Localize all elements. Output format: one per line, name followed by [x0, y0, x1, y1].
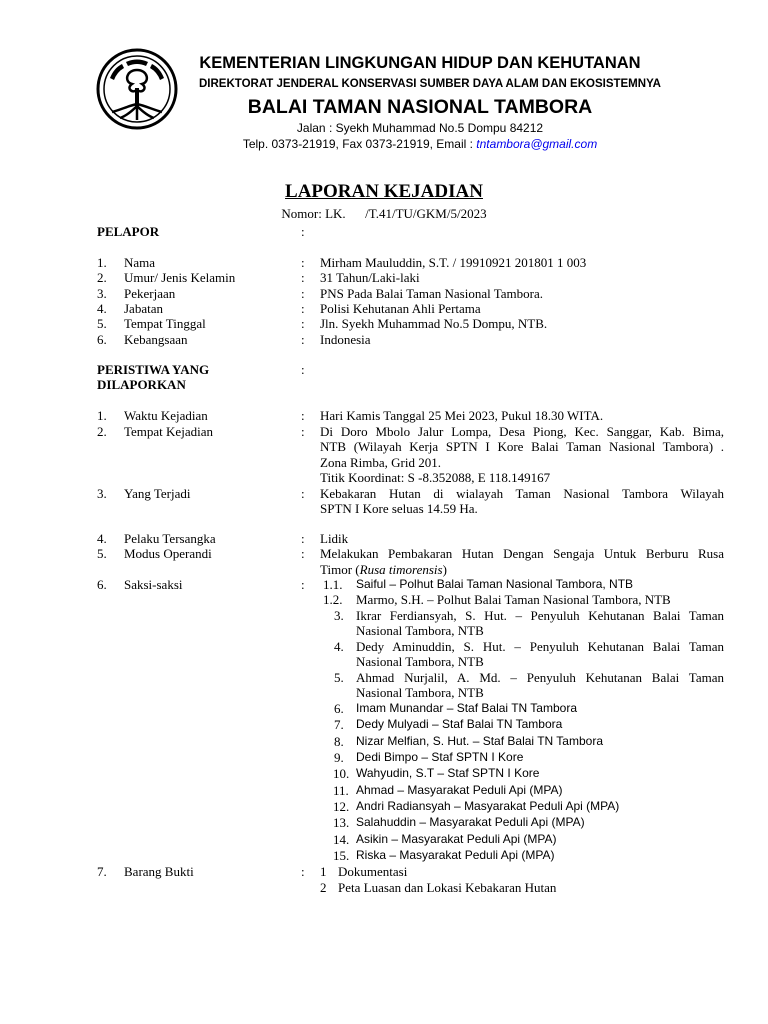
witness-number: 10.: [333, 766, 350, 781]
witness-name: Nasional Tambora, NTB: [356, 685, 484, 700]
email-link[interactable]: tntambora@gmail.com: [476, 137, 598, 151]
row-value: Mirham Mauluddin, S.T. / 19910921 201801 1 003: [320, 255, 587, 270]
peristiwa-heading: PERISTIWA YANG: [97, 362, 210, 377]
row-colon: :: [301, 270, 305, 285]
row-number: 1.: [97, 408, 107, 423]
witness-name: Dedi Bimpo – Staf SPTN I Kore: [356, 750, 524, 764]
witness-number: 1.2.: [323, 592, 343, 607]
witness-name: Nasional Tambora, NTB: [356, 654, 484, 669]
witness-number: 13.: [333, 815, 350, 830]
row-label: Umur/ Jenis Kelamin: [124, 270, 236, 285]
row-label: Tempat Tinggal: [124, 316, 206, 331]
row-value: 31 Tahun/Laki-laki: [320, 270, 420, 285]
witness-name: Ahmad Nurjalil, A. Md. – Penyuluh Kehutanan Balai Taman: [356, 670, 724, 685]
row-number: 2.: [97, 424, 107, 439]
row-colon: :: [301, 332, 305, 347]
saksi-label: Saksi-saksi: [124, 577, 183, 592]
witness-name: Asikin – Masyarakat Peduli Api (MPA): [356, 832, 557, 846]
row-colon: :: [301, 486, 305, 501]
row-colon: :: [301, 531, 305, 546]
row-number: 1.: [97, 255, 107, 270]
witness-name: Ahmad – Masyarakat Peduli Api (MPA): [356, 783, 563, 797]
evidence-number: 1: [320, 864, 327, 879]
witness-name: Nizar Melfian, S. Hut. – Staf Balai TN Tambora: [356, 734, 603, 748]
witness-number: 6.: [334, 701, 344, 716]
office-address: Jalan : Syekh Muhammad No.5 Dompu 84212: [296, 121, 544, 135]
peristiwa-heading-line2: DILAPORKAN: [97, 377, 186, 392]
row-number: 3.: [97, 486, 107, 501]
tempat-line: NTB (Wilayah Kerja SPTN I Kore Balai Taman Nasional Tambora) .: [320, 439, 724, 454]
row-value: Jln. Syekh Muhammad No.5 Dompu, NTB.: [320, 316, 548, 331]
pelapor-heading: PELAPOR: [97, 224, 160, 239]
row-label: Jabatan: [124, 301, 163, 316]
witness-number: 7.: [334, 717, 344, 732]
row-colon: :: [301, 316, 305, 331]
witness-name: Dedy Mulyadi – Staf Balai TN Tambora: [356, 717, 563, 731]
terjadi-line: SPTN I Kore seluas 14.59 Ha.: [320, 501, 478, 516]
office-contact: [100, 137, 740, 151]
witness-number: 3.: [334, 608, 344, 623]
document-number: Nomor: LK. /T.41/TU/GKM/5/2023: [281, 206, 487, 221]
row-colon: :: [301, 424, 305, 439]
row-value: Polisi Kehutanan Ahli Pertama: [320, 301, 481, 316]
ministry-name: KEMENTERIAN LINGKUNGAN HIDUP DAN KEHUTANAN: [199, 54, 641, 72]
row-value: PNS Pada Balai Taman Nasional Tambora.: [320, 286, 543, 301]
witness-name: Ikrar Ferdiansyah, S. Hut. – Penyuluh Kehutanan Balai Taman: [356, 608, 724, 623]
tempat-line: Zona Rimba, Grid 201.: [320, 455, 441, 470]
species-name: Rusa timorensis: [359, 562, 443, 577]
row-colon: :: [301, 301, 305, 316]
witness-name: Imam Munandar – Staf Balai TN Tambora: [356, 701, 577, 715]
pelapor-colon: :: [301, 224, 305, 239]
row-value: Indonesia: [320, 332, 371, 347]
witness-number: 15.: [333, 848, 350, 863]
witness-number: 8.: [334, 734, 344, 749]
row-label: Nama: [124, 255, 156, 270]
modus-label: Modus Operandi: [124, 546, 212, 561]
row-colon: :: [301, 286, 305, 301]
witness-number: 11.: [333, 783, 349, 798]
terjadi-line: Kebakaran Hutan di wialayah Taman Nasional Tambora Wilayah: [320, 486, 724, 501]
row-colon: :: [301, 546, 305, 561]
tempat-coordinates: Titik Koordinat: S -8.352088, E 118.149167: [320, 470, 551, 485]
row-colon: :: [301, 577, 305, 592]
evidence-item: Dokumentasi: [338, 864, 408, 879]
modus-text: ): [442, 562, 447, 577]
directorate-name: DIREKTORAT JENDERAL KONSERVASI SUMBER DAYA ALAM DAN EKOSISTEMNYA: [199, 78, 661, 90]
modus-line: Melakukan Pembakaran Hutan Dengan Sengaja Untuk Berburu Rusa: [320, 546, 724, 561]
witness-number: 9.: [334, 750, 344, 765]
row-number: 2.: [97, 270, 107, 285]
contact-text: Telp. 0373-21919, Fax 0373-21919, Email :: [242, 137, 477, 151]
witness-name: Nasional Tambora, NTB: [356, 623, 484, 638]
row-number: 4.: [97, 531, 107, 546]
barang-label: Barang Bukti: [124, 864, 194, 879]
witness-name: Riska – Masyarakat Peduli Api (MPA): [356, 848, 555, 862]
row-number: 7.: [97, 864, 107, 879]
tempat-label: Tempat Kejadian: [124, 424, 213, 439]
modus-line: [320, 562, 447, 577]
row-number: 5.: [97, 546, 107, 561]
row-colon: :: [301, 255, 305, 270]
modus-text: Timor (: [320, 562, 360, 577]
witness-name: Wahyudin, S.T – Staf SPTN I Kore: [356, 766, 540, 780]
tempat-line: Di Doro Mbolo Jalur Lompa, Desa Piong, Kec. Sanggar, Kab. Bima,: [320, 424, 724, 439]
evidence-number: 2: [320, 880, 327, 895]
pelaku-label: Pelaku Tersangka: [124, 531, 216, 546]
row-number: 5.: [97, 316, 107, 331]
evidence-item: Peta Luasan dan Lokasi Kebakaran Hutan: [338, 880, 557, 895]
row-number: 3.: [97, 286, 107, 301]
witness-number: 14.: [333, 832, 350, 847]
row-number: 6.: [97, 332, 107, 347]
office-name: BALAI TAMAN NASIONAL TAMBORA: [247, 96, 593, 118]
pelaku-value: Lidik: [320, 531, 349, 546]
waktu-label: Waktu Kejadian: [124, 408, 208, 423]
row-colon: :: [301, 408, 305, 423]
waktu-value: Hari Kamis Tanggal 25 Mei 2023, Pukul 18.30 WITA.: [320, 408, 604, 423]
row-label: Kebangsaan: [124, 332, 188, 347]
document-title: LAPORAN KEJADIAN: [285, 181, 483, 202]
witness-number: 5.: [334, 670, 344, 685]
row-number: 4.: [97, 301, 107, 316]
row-colon: :: [301, 864, 305, 879]
witness-number: 1.1.: [323, 577, 343, 592]
row-number: 6.: [97, 577, 107, 592]
witness-name: Dedy Aminuddin, S. Hut. – Penyuluh Kehutanan Balai Taman: [356, 639, 724, 654]
witness-name: Marmo, S.H. – Polhut Balai Taman Nasional Tambora, NTB: [356, 592, 671, 607]
row-label: Pekerjaan: [124, 286, 176, 301]
terjadi-label: Yang Terjadi: [124, 486, 191, 501]
witness-name: Andri Radiansyah – Masyarakat Peduli Api (MPA): [356, 799, 620, 813]
witness-number: 12.: [333, 799, 350, 814]
witness-name: Salahuddin – Masyarakat Peduli Api (MPA): [356, 815, 585, 829]
witness-name: Saiful – Polhut Balai Taman Nasional Tambora, NTB: [356, 577, 634, 591]
witness-number: 4.: [334, 639, 344, 654]
peristiwa-colon: :: [301, 362, 305, 377]
